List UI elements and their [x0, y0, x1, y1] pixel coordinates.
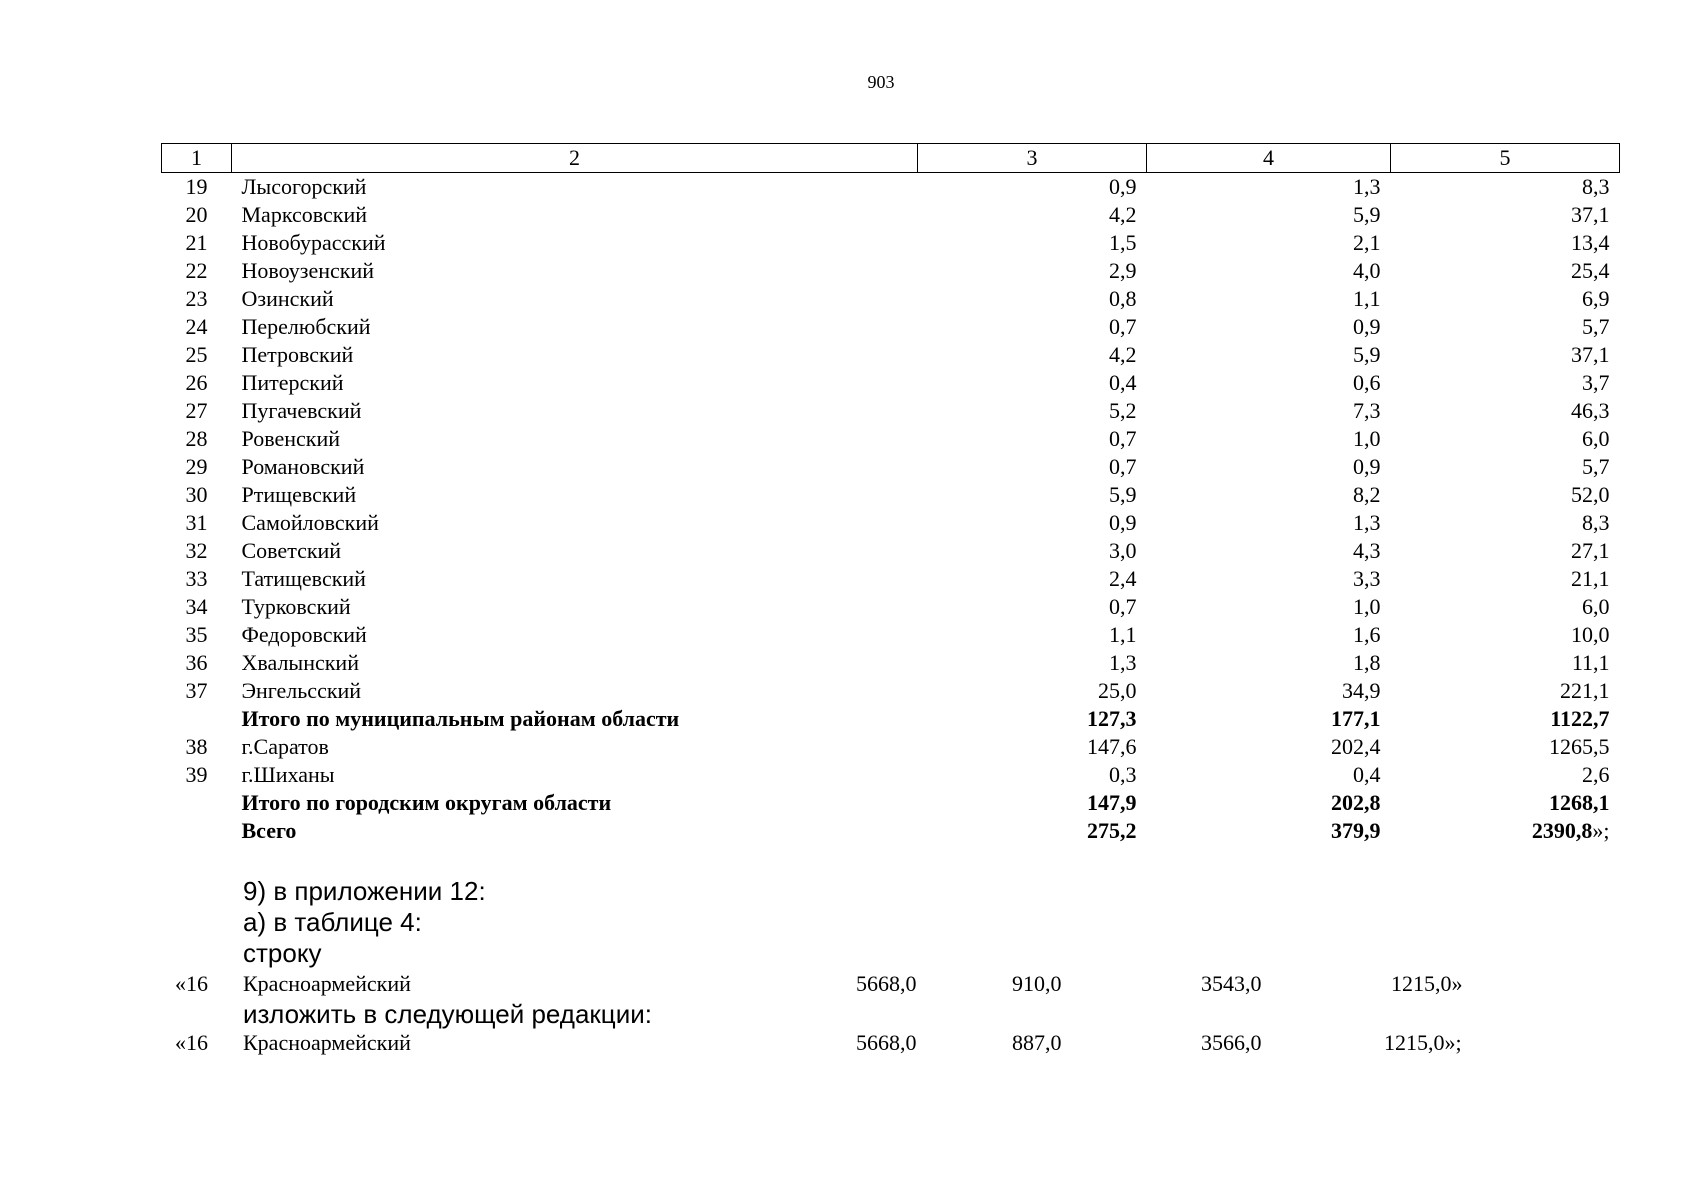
row-number — [162, 649, 232, 677]
value-col-5-text: 221,1 — [1560, 678, 1610, 703]
value-col-5 — [1391, 173, 1620, 202]
row-number — [162, 173, 232, 202]
value-col-4-text: 3,3 — [1353, 566, 1381, 591]
row-number-text: 29 — [185, 454, 208, 479]
value-col-3 — [918, 593, 1147, 621]
value-col-4 — [1147, 425, 1391, 453]
value-col-5 — [1391, 705, 1620, 733]
amendment-line-2: а) в таблице 4: — [243, 907, 422, 937]
value-col-3 — [918, 397, 1147, 425]
column-header: 2 — [232, 144, 918, 173]
table-row — [162, 453, 1620, 481]
district-name-text: Итого по муниципальным районам области — [241, 706, 680, 731]
district-name — [232, 257, 918, 285]
row-number-text: 25 — [185, 342, 208, 367]
value-col-4 — [1147, 565, 1391, 593]
district-name-text: Перелюбский — [241, 314, 371, 339]
district-name — [232, 621, 918, 649]
value-col-4 — [1147, 285, 1391, 313]
value-col-3-text: 1,3 — [1109, 650, 1137, 675]
value-col-4 — [1147, 369, 1391, 397]
column-header: 4 — [1147, 144, 1391, 173]
value-col-5-text: 37,1 — [1571, 342, 1610, 367]
value-col-3 — [918, 313, 1147, 341]
value-col-3-text: 0,9 — [1109, 174, 1137, 199]
value-col-5-text: 25,4 — [1571, 258, 1610, 283]
row-number-text: 21 — [185, 230, 208, 255]
district-name-text: Ртищевский — [241, 482, 357, 507]
value-col-3 — [918, 565, 1147, 593]
value-col-4-text: 5,9 — [1353, 202, 1381, 227]
value-col-4-text: 1,3 — [1353, 510, 1381, 535]
value-col-5 — [1391, 733, 1620, 761]
old-row-value-1: 5668,0 — [856, 971, 917, 996]
value-col-4 — [1147, 229, 1391, 257]
value-col-5 — [1391, 453, 1620, 481]
table-row — [162, 313, 1620, 341]
row-number-text: 20 — [185, 202, 208, 227]
value-col-4-text: 0,9 — [1353, 314, 1381, 339]
value-col-3 — [918, 789, 1147, 817]
table-row — [162, 285, 1620, 313]
table-body — [162, 173, 1620, 846]
row-number — [162, 481, 232, 509]
value-col-5-text: 2,6 — [1582, 762, 1610, 787]
column-header: 3 — [918, 144, 1147, 173]
district-name — [232, 537, 918, 565]
value-col-3-text: 5,9 — [1109, 482, 1137, 507]
table-row — [162, 789, 1620, 817]
table-row — [162, 817, 1620, 845]
value-col-4-text: 1,8 — [1353, 650, 1381, 675]
old-row-value-4: 1215,0» — [1391, 971, 1463, 996]
row-number-text: 36 — [185, 650, 208, 675]
district-name — [232, 789, 918, 817]
value-col-5-text: 6,0 — [1582, 594, 1610, 619]
row-number — [162, 285, 232, 313]
value-col-5 — [1391, 201, 1620, 229]
value-col-4-text: 0,4 — [1353, 762, 1381, 787]
row-number — [162, 229, 232, 257]
table-row — [162, 397, 1620, 425]
table-row — [162, 733, 1620, 761]
amendment-line-4: изложить в следующей редакции: — [243, 999, 652, 1029]
table-row — [162, 173, 1620, 202]
table-row — [162, 677, 1620, 705]
value-col-5-text: 21,1 — [1571, 566, 1610, 591]
value-col-5 — [1391, 677, 1620, 705]
value-col-5 — [1391, 817, 1620, 845]
value-col-3-text: 1,1 — [1109, 622, 1137, 647]
value-col-5 — [1391, 313, 1620, 341]
value-col-3 — [918, 817, 1147, 845]
table-row — [162, 369, 1620, 397]
value-col-4-text: 8,2 — [1353, 482, 1381, 507]
row-number-text: 35 — [185, 622, 208, 647]
row-number-text: 39 — [185, 762, 208, 787]
value-col-3 — [918, 509, 1147, 537]
value-col-4 — [1147, 817, 1391, 845]
value-col-4-text: 0,6 — [1353, 370, 1381, 395]
row-number — [162, 621, 232, 649]
value-col-3-text: 0,7 — [1109, 426, 1137, 451]
new-row-value-1: 5668,0 — [856, 1030, 917, 1055]
district-name — [232, 733, 918, 761]
district-name-text: Хвалынский — [241, 650, 359, 675]
district-name — [232, 565, 918, 593]
table-row — [162, 565, 1620, 593]
value-col-4 — [1147, 761, 1391, 789]
row-number — [162, 397, 232, 425]
old-row-value-2: 910,0 — [1012, 971, 1062, 996]
value-col-5-text: 11,1 — [1571, 650, 1610, 675]
value-col-3 — [918, 481, 1147, 509]
value-col-4 — [1147, 621, 1391, 649]
district-name — [232, 649, 918, 677]
district-name-text: Романовский — [241, 454, 365, 479]
district-name — [232, 369, 918, 397]
district-name-text: Самойловский — [241, 510, 379, 535]
value-col-4 — [1147, 789, 1391, 817]
value-col-3-text: 2,9 — [1109, 258, 1137, 283]
district-name-text: Энгельсский — [241, 678, 362, 703]
old-row-name: Красноармейский — [243, 971, 411, 996]
value-col-4-text: 7,3 — [1353, 398, 1381, 423]
value-col-4 — [1147, 313, 1391, 341]
table-row — [162, 705, 1620, 733]
district-name-text: Петровский — [241, 342, 354, 367]
district-name — [232, 481, 918, 509]
value-col-5-text: 1268,1 — [1549, 790, 1610, 815]
district-name-text: Итого по городским округам области — [241, 790, 612, 815]
value-col-4 — [1147, 481, 1391, 509]
value-col-3 — [918, 705, 1147, 733]
value-col-4 — [1147, 705, 1391, 733]
value-col-4-text: 177,1 — [1331, 706, 1381, 731]
row-number — [162, 761, 232, 789]
value-col-4 — [1147, 257, 1391, 285]
value-col-5 — [1391, 369, 1620, 397]
value-col-4-text: 34,9 — [1342, 678, 1381, 703]
district-name-text: Новоузенский — [241, 258, 375, 283]
district-name — [232, 677, 918, 705]
district-name-text: Лысогорский — [241, 174, 367, 199]
value-col-3-text: 3,0 — [1109, 538, 1137, 563]
value-col-5 — [1391, 341, 1620, 369]
row-number — [162, 593, 232, 621]
value-col-5-text: 1265,5 — [1549, 734, 1610, 759]
district-name-text: Ровенский — [241, 426, 340, 451]
value-col-3 — [918, 537, 1147, 565]
row-number-text: 37 — [185, 678, 208, 703]
row-number — [162, 313, 232, 341]
district-name — [232, 453, 918, 481]
amendment-line-3: строку — [243, 938, 322, 968]
district-name — [232, 425, 918, 453]
value-col-5-text: 27,1 — [1571, 538, 1610, 563]
value-col-3-text: 0,3 — [1109, 762, 1137, 787]
value-col-4 — [1147, 453, 1391, 481]
value-col-4-text: 5,9 — [1353, 342, 1381, 367]
value-col-5 — [1391, 229, 1620, 257]
value-col-5 — [1391, 425, 1620, 453]
value-col-4 — [1147, 201, 1391, 229]
column-header: 1 — [162, 144, 232, 173]
value-col-4 — [1147, 649, 1391, 677]
value-col-4 — [1147, 173, 1391, 202]
row-number — [162, 257, 232, 285]
table-row — [162, 341, 1620, 369]
table-header-row — [162, 144, 1620, 173]
district-name — [232, 285, 918, 313]
value-col-5-text: 52,0 — [1571, 482, 1610, 507]
value-col-5-text: 5,7 — [1582, 314, 1610, 339]
value-col-4-text: 1,0 — [1353, 426, 1381, 451]
district-name-text: Пугачевский — [241, 398, 362, 423]
value-col-5-text: 8,3 — [1582, 510, 1610, 535]
row-number-text: 32 — [185, 538, 208, 563]
district-name-text: г.Саратов — [241, 734, 329, 759]
value-col-4 — [1147, 341, 1391, 369]
value-col-4 — [1147, 509, 1391, 537]
row-number-text: 27 — [185, 398, 208, 423]
row-number-text: 24 — [185, 314, 208, 339]
row-number — [162, 677, 232, 705]
value-col-5 — [1391, 509, 1620, 537]
row-number — [162, 565, 232, 593]
district-name — [232, 313, 918, 341]
new-row-value-2: 887,0 — [1012, 1030, 1062, 1055]
table-row — [162, 257, 1620, 285]
value-col-3 — [918, 257, 1147, 285]
value-col-4-text: 4,3 — [1353, 538, 1381, 563]
row-number — [162, 509, 232, 537]
value-col-3-text: 0,4 — [1109, 370, 1137, 395]
row-number-text: 31 — [185, 510, 208, 535]
value-col-5-text: 46,3 — [1571, 398, 1610, 423]
value-col-5 — [1391, 481, 1620, 509]
table-row — [162, 229, 1620, 257]
district-name-text: Озинский — [241, 286, 334, 311]
value-col-3 — [918, 677, 1147, 705]
value-col-3 — [918, 733, 1147, 761]
row-number-text: 26 — [185, 370, 208, 395]
value-col-5 — [1391, 537, 1620, 565]
row-number — [162, 705, 232, 733]
value-col-5-text: 10,0 — [1571, 622, 1610, 647]
value-col-5-text: 8,3 — [1582, 174, 1610, 199]
row-number — [162, 425, 232, 453]
value-col-5 — [1391, 285, 1620, 313]
value-col-4-text: 202,8 — [1331, 790, 1381, 815]
district-name — [232, 593, 918, 621]
district-name — [232, 341, 918, 369]
row-number — [162, 369, 232, 397]
new-row-value-3: 3566,0 — [1201, 1030, 1262, 1055]
column-header: 5 — [1391, 144, 1620, 173]
district-name — [232, 173, 918, 202]
value-col-5-text: 13,4 — [1571, 230, 1610, 255]
value-col-3 — [918, 201, 1147, 229]
table-row — [162, 761, 1620, 789]
row-number — [162, 201, 232, 229]
district-name-text: Татищевский — [241, 566, 366, 591]
page-number: 903 — [867, 72, 895, 92]
value-col-5 — [1391, 565, 1620, 593]
row-number — [162, 537, 232, 565]
row-number-text: 28 — [185, 426, 208, 451]
value-col-3-text: 275,2 — [1087, 818, 1137, 843]
district-name — [232, 397, 918, 425]
value-col-5-text: 1122,7 — [1550, 706, 1610, 731]
value-col-3 — [918, 621, 1147, 649]
table-row — [162, 621, 1620, 649]
value-col-5 — [1391, 649, 1620, 677]
old-row-value-3: 3543,0 — [1201, 971, 1262, 996]
district-name-text: Питерский — [241, 370, 344, 395]
table-row — [162, 593, 1620, 621]
value-col-3-text: 5,2 — [1109, 398, 1137, 423]
row-number — [162, 733, 232, 761]
row-number — [162, 341, 232, 369]
district-name — [232, 817, 918, 845]
value-col-5 — [1391, 397, 1620, 425]
district-name — [232, 201, 918, 229]
row-number-text: 30 — [185, 482, 208, 507]
district-name — [232, 705, 918, 733]
row-number-text: 34 — [185, 594, 208, 619]
value-col-3 — [918, 341, 1147, 369]
table-row — [162, 509, 1620, 537]
value-col-5-text: 2390,8 — [1531, 818, 1593, 843]
district-name-text: Федоровский — [241, 622, 367, 647]
value-col-5 — [1391, 761, 1620, 789]
new-row-num: «16 — [175, 1030, 208, 1055]
value-col-3-text: 0,9 — [1109, 510, 1137, 535]
row-number-text: 22 — [185, 258, 208, 283]
district-name — [232, 509, 918, 537]
value-col-3 — [918, 369, 1147, 397]
district-name — [232, 229, 918, 257]
value-col-5-text: 5,7 — [1582, 454, 1610, 479]
value-col-4-text: 4,0 — [1353, 258, 1381, 283]
row-number-text: 19 — [185, 174, 208, 199]
value-col-5-text: 37,1 — [1571, 202, 1610, 227]
new-row-name: Красноармейский — [243, 1030, 411, 1055]
district-name-text: Всего — [241, 818, 297, 843]
row-number-text: 23 — [185, 286, 208, 311]
value-col-5 — [1391, 621, 1620, 649]
amendment-line-1: 9) в приложении 12: — [243, 876, 486, 906]
value-col-3 — [918, 425, 1147, 453]
data-table — [161, 143, 1620, 845]
value-col-3 — [918, 173, 1147, 202]
district-name — [232, 761, 918, 789]
value-col-4-text: 1,1 — [1353, 286, 1381, 311]
row-number-text: 33 — [185, 566, 208, 591]
district-name-text: Новобурасский — [241, 230, 386, 255]
value-col-4 — [1147, 593, 1391, 621]
table-row — [162, 425, 1620, 453]
value-col-4-text: 1,6 — [1353, 622, 1381, 647]
value-col-4-text: 202,4 — [1331, 734, 1381, 759]
value-col-4-text: 1,0 — [1353, 594, 1381, 619]
value-col-3-text: 147,9 — [1087, 790, 1137, 815]
value-col-4 — [1147, 537, 1391, 565]
value-col-5 — [1391, 789, 1620, 817]
value-col-4-text: 1,3 — [1353, 174, 1381, 199]
value-col-5-text: 6,9 — [1582, 286, 1610, 311]
value-col-3-text: 0,7 — [1109, 454, 1137, 479]
value-col-4-text: 2,1 — [1353, 230, 1381, 255]
value-col-3-text: 0,7 — [1109, 314, 1137, 339]
old-row-num: «16 — [175, 971, 208, 996]
value-col-3-text: 2,4 — [1109, 566, 1137, 591]
value-col-5-text: 6,0 — [1582, 426, 1610, 451]
district-name-text: Советский — [241, 538, 342, 563]
value-col-3-text: 0,7 — [1109, 594, 1137, 619]
closing-quote: »; — [1592, 818, 1610, 843]
row-number — [162, 817, 232, 845]
district-name-text: Марксовский — [241, 202, 367, 227]
table-row — [162, 201, 1620, 229]
value-col-3-text: 4,2 — [1109, 202, 1137, 227]
value-col-5-text: 3,7 — [1582, 370, 1610, 395]
value-col-3 — [918, 453, 1147, 481]
value-col-3-text: 25,0 — [1098, 678, 1137, 703]
value-col-5 — [1391, 593, 1620, 621]
row-number — [162, 453, 232, 481]
value-col-4 — [1147, 397, 1391, 425]
value-col-4-text: 0,9 — [1353, 454, 1381, 479]
value-col-3 — [918, 229, 1147, 257]
value-col-4-text: 379,9 — [1331, 818, 1381, 843]
value-col-3-text: 147,6 — [1087, 734, 1137, 759]
table-row — [162, 537, 1620, 565]
value-col-3-text: 127,3 — [1087, 706, 1137, 731]
value-col-3 — [918, 285, 1147, 313]
value-col-3-text: 1,5 — [1109, 230, 1137, 255]
value-col-4 — [1147, 733, 1391, 761]
row-number-text: 38 — [185, 734, 208, 759]
district-name-text: г.Шиханы — [241, 762, 335, 787]
value-col-5 — [1391, 257, 1620, 285]
district-name-text: Турковский — [241, 594, 351, 619]
table-row — [162, 649, 1620, 677]
value-col-3 — [918, 761, 1147, 789]
value-col-3-text: 4,2 — [1109, 342, 1137, 367]
value-col-3 — [918, 649, 1147, 677]
value-col-4 — [1147, 677, 1391, 705]
row-number — [162, 789, 232, 817]
new-row-value-4: 1215,0»; — [1384, 1030, 1462, 1055]
table-row — [162, 481, 1620, 509]
value-col-3-text: 0,8 — [1109, 286, 1137, 311]
